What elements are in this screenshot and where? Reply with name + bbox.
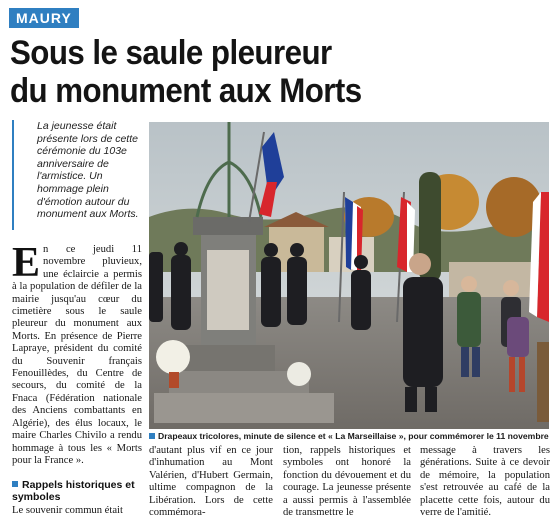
page-title	[10, 34, 507, 110]
column-1-continuation: Le souvenir commun était	[12, 505, 123, 516]
photo-icon	[149, 122, 549, 429]
subheading-marker	[12, 481, 18, 487]
lede-rule	[12, 120, 14, 230]
article-column-4: message à travers les générations. Suite à ce devoir de mémoire, la population s'est retrouvée au café de la placette cette fois, autour du verre de l'amitié.	[420, 445, 550, 519]
article-column-1	[12, 240, 142, 467]
subheading-text: Rappels historiques et symboles	[12, 479, 135, 503]
dropcap: E	[12, 240, 41, 286]
article-column-3: tion, rappels historiques et symboles ont honoré la fonction du dévouement et du courage. La jeunesse présente a aussi permis à l'assemblée de transmettre le	[283, 445, 411, 519]
photo-caption	[149, 431, 549, 442]
caption-marker	[149, 433, 155, 439]
headline-line-2: du monument aux Morts	[10, 72, 362, 110]
caption-text: Drapeaux tricolores, minute de silence et « La Marseillaise », pour commémorer le 11 novembre	[158, 431, 549, 441]
column-1-text: n ce jeudi 11 novembre pluvieux, une éclaircie a permis à la population de défiler de la mairie jusqu'au cœur du cimetière sous le saule pleureur du monument aux Morts. En présence de Pierre Lapraye, président du comité du Souvenir français Fenouillèdes, du Centre de secours, du comité de la Fnaca (Fédération nationale des Anciens combattants en Algérie), des élus locaux, le maire Charles Chivilo a rendu hommage à tous les « Morts pour la France ».	[12, 244, 142, 466]
article-column-2: d'autant plus vif en ce jour d'inhumation au Mont Valérien, d'Hubert Germain, ultime compagnon de la Libération. Lors de cette commémora-	[149, 445, 273, 519]
subheading	[12, 479, 142, 503]
section-tag: MAURY	[9, 8, 79, 28]
headline-line-1: Sous le saule pleureur	[10, 34, 332, 72]
article-photo	[149, 122, 549, 429]
lede-text: La jeunesse était présente lors de cette cérémonie du 103e anniversaire de l'armistice. Un hommage plein d'émotion autour du monument aux Morts.	[37, 120, 139, 221]
